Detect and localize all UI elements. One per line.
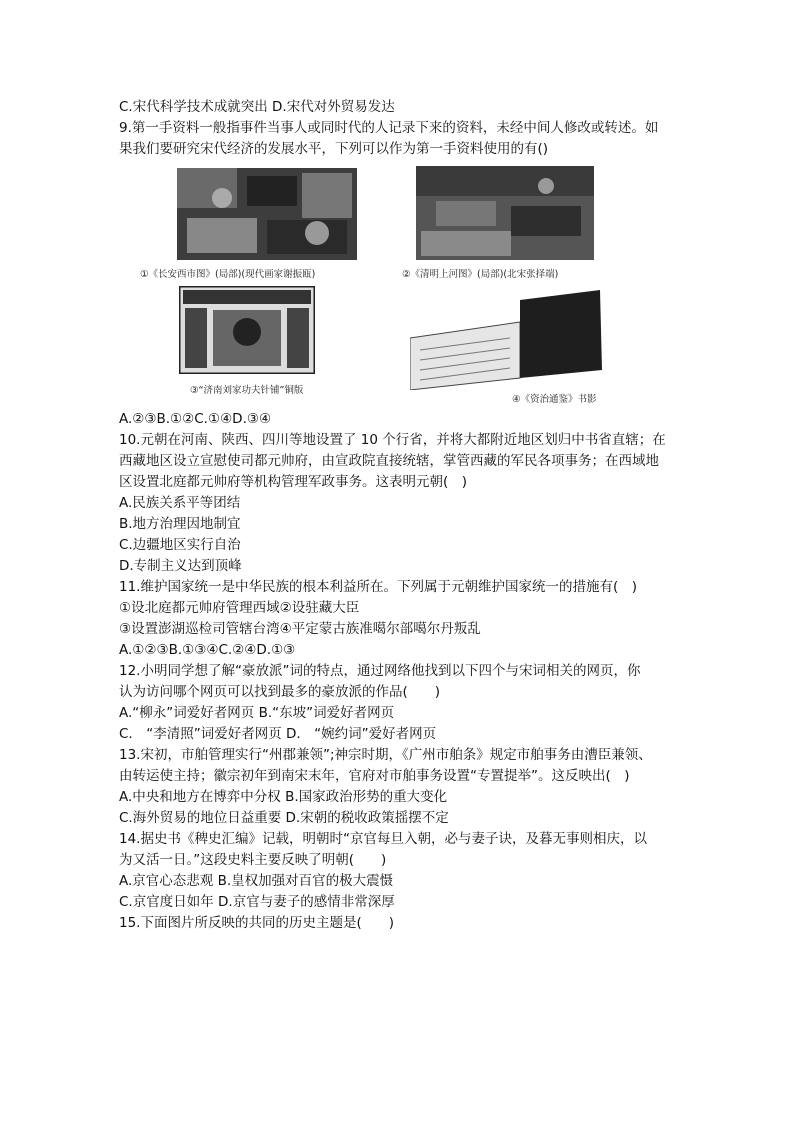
question-12-options: A.“柳永”词爱好者网页 B.“东坡”词爱好者网页 (119, 705, 395, 721)
question-9-options: A.②③B.①②C.①④D.③④ (119, 411, 272, 427)
text-line: C.宋代科学技术成就突出 D.宋代对外贸易发达 (119, 99, 395, 115)
figure-caption: ①《长安西市图》(局部)(现代画家谢振瓯) (140, 269, 316, 280)
question-13-stem: 由转运使主持；徽宗初年到南宋末年，官府对市舶事务设置“专置提举”。这反映出( ) (119, 768, 630, 784)
figure-caption: ③“济南刘家功夫针铺”铜版 (190, 385, 304, 396)
figure-changan-xishi-image (177, 168, 357, 260)
figure-caption: ②《清明上河图》(局部)(北宋张择端) (402, 269, 559, 280)
question-13-stem: 13.宋初，市舶管理实行“州郡兼领”;神宗时期，《广州市舶条》规定市舶事务由漕臣兼领、 (119, 747, 652, 763)
question-12-options: C. “李清照”词爱好者网页 D. “婉约词”爱好者网页 (119, 726, 437, 742)
figure-zizhi-tongjian (410, 290, 610, 390)
question-14-stem: 为又活一日。”这段史料主要反映了明朝( ) (119, 852, 387, 868)
question-10-stem: 区设置北庭都元帅府等机构管理军政事务。这表明元朝( ) (119, 474, 468, 490)
figure-qingming-image (416, 166, 594, 260)
question-11-items: ①设北庭都元帅府管理西域②设驻藏大臣 (119, 600, 360, 616)
question-14-stem: 14.据史书《稗史汇编》记载，明朝时“京官每旦入朝，必与妻子诀，及暮无事则相庆，以 (119, 831, 647, 847)
figure-changan-xishi (177, 168, 357, 260)
figure-jinan-bronze-plate-image (179, 286, 315, 374)
question-10-option-a: A.民族关系平等团结 (119, 495, 241, 511)
figure-zizhi-tongjian-image (410, 290, 610, 390)
question-14-options: A.京官心态悲观 B.皇权加强对百官的极大震慑 (119, 873, 394, 889)
question-10-option-b: B.地方治理因地制宜 (119, 516, 241, 532)
question-9-stem: 9.第一手资料一般指事件当事人或同时代的人记录下来的资料，未经中间人修改或转述。如 (119, 120, 659, 136)
question-11-options: A.①②③B.①③④C.②④D.①③ (119, 642, 296, 658)
question-10-stem: 10.元朝在河南、陕西、四川等地设置了 10 个行省，并将大都附近地区划归中书省直辖；在 (119, 432, 666, 448)
figure-qingming (416, 166, 594, 260)
question-15-stem: 15.下面图片所反映的共同的历史主题是( ) (119, 915, 395, 931)
question-10-stem: 西藏地区设立宣慰使司都元帅府，由宣政院直接统辖，掌管西藏的军民各项事务；在西域地 (119, 453, 659, 469)
question-13-options: A.中央和地方在博弈中分权 B.国家政治形势的重大变化 (119, 789, 448, 805)
question-14-options: C.京官度日如年 D.京官与妻子的感情非常深厚 (119, 894, 395, 910)
question-12-stem: 12.小明同学想了解“豪放派”词的特点，通过网络他找到以下四个与宋词相关的网页，你 (119, 663, 641, 679)
question-9-stem: 果我们要研究宋代经济的发展水平，下列可以作为第一手资料使用的有() (119, 141, 549, 157)
question-11-items: ③设置澎湖巡检司管辖台湾④平定蒙古族准噶尔部噶尔丹叛乱 (119, 621, 481, 637)
figure-caption: ④《资治通鉴》书影 (512, 394, 597, 405)
figure-jinan-bronze-plate (179, 286, 315, 374)
question-13-options: C.海外贸易的地位日益重要 D.宋朝的税收政策摇摆不定 (119, 810, 449, 826)
question-12-stem: 认为访问哪个网页可以找到最多的豪放派的作品( ) (119, 684, 441, 700)
question-10-option-c: C.边疆地区实行自治 (119, 537, 241, 553)
question-10-option-d: D.专制主义达到顶峰 (119, 558, 242, 574)
question-11-stem: 11.维护国家统一是中华民族的根本利益所在。下列属于元朝维护国家统一的措施有( ) (119, 579, 638, 595)
